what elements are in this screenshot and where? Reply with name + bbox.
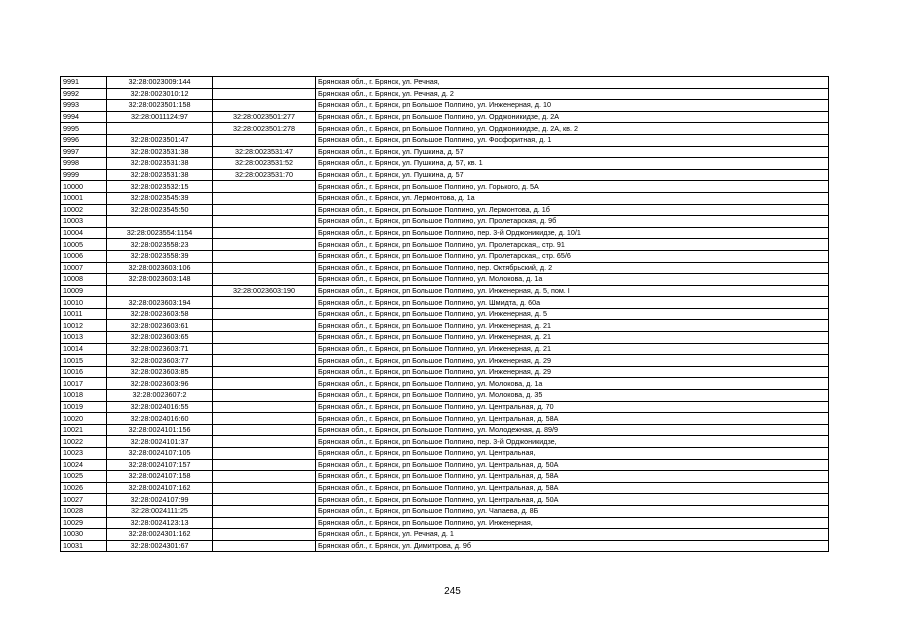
- cell-cadastral-number: 32:28:0023531:38: [107, 169, 213, 181]
- cell-cadastral-number: 32:28:0024016:55: [107, 401, 213, 413]
- cell-cadastral-number: 32:28:0023554:1154: [107, 227, 213, 239]
- cell-object-cadastral-number: [213, 192, 316, 204]
- table-row: [61, 146, 829, 158]
- cell-record-number: 10023: [61, 448, 107, 460]
- cell-record-number: 10027: [61, 494, 107, 506]
- cell-record-number: 9999: [61, 169, 107, 181]
- table-row: [61, 77, 829, 89]
- cell-address: Брянская обл., г. Брянск, рп Большое Полпино, ул. Пролетарская, д. 9б: [316, 216, 829, 228]
- cell-address: Брянская обл., г. Брянск, рп Большое Полпино, ул. Центральная, д. 58А: [316, 471, 829, 483]
- table-row: [61, 192, 829, 204]
- cell-record-number: 9994: [61, 111, 107, 123]
- table-row: [61, 274, 829, 286]
- cell-object-cadastral-number: [213, 540, 316, 552]
- cell-record-number: 10019: [61, 401, 107, 413]
- cell-record-number: 10006: [61, 250, 107, 262]
- table-row: [61, 436, 829, 448]
- cell-address: Брянская обл., г. Брянск, ул. Пушкина, д. 57: [316, 146, 829, 158]
- cell-address: Брянская обл., г. Брянск, ул. Лермонтова, д. 1а: [316, 192, 829, 204]
- cell-cadastral-number: 32:28:0024301:162: [107, 529, 213, 541]
- cell-object-cadastral-number: [213, 448, 316, 460]
- cell-cadastral-number: 32:28:0024107:105: [107, 448, 213, 460]
- cell-object-cadastral-number: [213, 88, 316, 100]
- cell-record-number: 10030: [61, 529, 107, 541]
- cell-object-cadastral-number: [213, 100, 316, 112]
- table-row: [61, 297, 829, 309]
- cell-record-number: 9991: [61, 77, 107, 89]
- cell-object-cadastral-number: [213, 413, 316, 425]
- cell-record-number: 10009: [61, 285, 107, 297]
- cell-address: Брянская обл., г. Брянск, рп Большое Полпино, ул. Инженерная,: [316, 517, 829, 529]
- cell-cadastral-number: 32:28:0023009:144: [107, 77, 213, 89]
- cell-object-cadastral-number: [213, 529, 316, 541]
- cell-record-number: 9995: [61, 123, 107, 135]
- cell-record-number: 10016: [61, 366, 107, 378]
- cell-cadastral-number: 32:28:0024016:60: [107, 413, 213, 425]
- cell-address: Брянская обл., г. Брянск, ул. Пушкина, д. 57: [316, 169, 829, 181]
- cell-object-cadastral-number: [213, 134, 316, 146]
- cell-record-number: 10031: [61, 540, 107, 552]
- cell-object-cadastral-number: [213, 274, 316, 286]
- cell-cadastral-number: 32:28:0023531:38: [107, 146, 213, 158]
- table-row: [61, 100, 829, 112]
- table-row: [61, 169, 829, 181]
- cell-address: Брянская обл., г. Брянск, рп Большое Полпино, ул. Фосфоритная, д. 1: [316, 134, 829, 146]
- cell-record-number: 10018: [61, 390, 107, 402]
- cell-address: Брянская обл., г. Брянск, ул. Пушкина, д. 57, кв. 1: [316, 158, 829, 170]
- cell-cadastral-number: 32:28:0023558:39: [107, 250, 213, 262]
- cell-cadastral-number: 32:28:0024107:162: [107, 482, 213, 494]
- cell-object-cadastral-number: [213, 239, 316, 251]
- cell-record-number: 10015: [61, 355, 107, 367]
- cell-cadastral-number: 32:28:0023501:47: [107, 134, 213, 146]
- cell-object-cadastral-number: [213, 494, 316, 506]
- table-row: [61, 123, 829, 135]
- cell-record-number: 10012: [61, 320, 107, 332]
- cell-object-cadastral-number: [213, 471, 316, 483]
- cell-object-cadastral-number: [213, 320, 316, 332]
- cell-address: Брянская обл., г. Брянск, рп Большое Полпино, ул. Центральная, д. 50А: [316, 494, 829, 506]
- cell-cadastral-number: 32:28:0023603:61: [107, 320, 213, 332]
- table-row: [61, 308, 829, 320]
- table-row: [61, 181, 829, 193]
- cell-cadastral-number: 32:28:0023558:23: [107, 239, 213, 251]
- cell-object-cadastral-number: 32:28:0023501:277: [213, 111, 316, 123]
- cell-address: Брянская обл., г. Брянск, рп Большое Полпино, ул. Чапаева, д. 8Б: [316, 505, 829, 517]
- cell-cadastral-number: [107, 216, 213, 228]
- cell-cadastral-number: 32:28:0024107:158: [107, 471, 213, 483]
- cell-record-number: 10024: [61, 459, 107, 471]
- table-row: [61, 424, 829, 436]
- cell-object-cadastral-number: [213, 517, 316, 529]
- cell-object-cadastral-number: [213, 355, 316, 367]
- cell-cadastral-number: 32:28:0023531:38: [107, 158, 213, 170]
- cell-record-number: 10010: [61, 297, 107, 309]
- cell-record-number: 9993: [61, 100, 107, 112]
- cell-cadastral-number: 32:28:0023603:77: [107, 355, 213, 367]
- cell-address: Брянская обл., г. Брянск, рп Большое Полпино, ул. Центральная, д. 70: [316, 401, 829, 413]
- cell-address: Брянская обл., г. Брянск, рп Большое Полпино, ул. Центральная, д. 58А: [316, 413, 829, 425]
- cell-address: Брянская обл., г. Брянск, рп Большое Полпино, ул. Инженерная, д. 21: [316, 343, 829, 355]
- cell-address: Брянская обл., г. Брянск, рп Большое Полпино, ул. Инженерная, д. 5: [316, 308, 829, 320]
- cell-address: Брянская обл., г. Брянск, рп Большое Полпино, ул. Инженерная, д. 21: [316, 320, 829, 332]
- cell-address: Брянская обл., г. Брянск, рп Большое Полпино, ул. Инженерная, д. 29: [316, 355, 829, 367]
- cell-cadastral-number: 32:28:0023603:65: [107, 332, 213, 344]
- cell-record-number: 10029: [61, 517, 107, 529]
- table-row: [61, 204, 829, 216]
- cell-cadastral-number: 32:28:0023603:71: [107, 343, 213, 355]
- table-row: [61, 529, 829, 541]
- cell-record-number: 10005: [61, 239, 107, 251]
- table-row: [61, 88, 829, 100]
- cell-address: Брянская обл., г. Брянск, рп Большое Полпино, ул. Инженерная, д. 10: [316, 100, 829, 112]
- cell-address: Брянская обл., г. Брянск, рп Большое Полпино, ул. Молокова, д. 1а: [316, 274, 829, 286]
- cell-address: Брянская обл., г. Брянск, рп Большое Полпино, пер. 3-й Орджоникидзе, д. 10/1: [316, 227, 829, 239]
- cell-record-number: 9996: [61, 134, 107, 146]
- cell-cadastral-number: 32:28:0023545:50: [107, 204, 213, 216]
- cell-cadastral-number: 32:28:0024107:99: [107, 494, 213, 506]
- table-row: [61, 540, 829, 552]
- cell-cadastral-number: 32:28:0024107:157: [107, 459, 213, 471]
- cell-address: Брянская обл., г. Брянск, рп Большое Полпино, ул. Пролетарская,, стр. 91: [316, 239, 829, 251]
- cell-address: Брянская обл., г. Брянск, рп Большое Полпино, ул. Молодежная, д. 89/9: [316, 424, 829, 436]
- cell-object-cadastral-number: [213, 482, 316, 494]
- cell-object-cadastral-number: [213, 204, 316, 216]
- cell-cadastral-number: 32:28:0024101:156: [107, 424, 213, 436]
- cell-object-cadastral-number: [213, 332, 316, 344]
- cell-address: Брянская обл., г. Брянск, рп Большое Полпино, ул. Шмидта, д. 60а: [316, 297, 829, 309]
- cell-record-number: 10025: [61, 471, 107, 483]
- cell-record-number: 9998: [61, 158, 107, 170]
- cell-object-cadastral-number: 32:28:0023531:70: [213, 169, 316, 181]
- cell-object-cadastral-number: [213, 297, 316, 309]
- table-row: [61, 482, 829, 494]
- cell-record-number: 10021: [61, 424, 107, 436]
- cell-address: Брянская обл., г. Брянск, рп Большое Полпино, ул. Лермонтова, д. 1б: [316, 204, 829, 216]
- cell-cadastral-number: [107, 123, 213, 135]
- cell-address: Брянская обл., г. Брянск, рп Большое Полпино, ул. Горького, д. 5А: [316, 181, 829, 193]
- table-row: [61, 250, 829, 262]
- table-row: [61, 239, 829, 251]
- cell-object-cadastral-number: [213, 366, 316, 378]
- table-row: [61, 285, 829, 297]
- cell-address: Брянская обл., г. Брянск, рп Большое Полпино, ул. Орджоникидзе, д. 2А: [316, 111, 829, 123]
- cell-cadastral-number: 32:28:0023603:85: [107, 366, 213, 378]
- registry-table: [60, 76, 829, 552]
- cell-address: Брянская обл., г. Брянск, рп Большое Полпино, ул. Центральная, д. 50А: [316, 459, 829, 471]
- cell-cadastral-number: 32:28:0023603:96: [107, 378, 213, 390]
- cell-record-number: 10008: [61, 274, 107, 286]
- cell-address: Брянская обл., г. Брянск, рп Большое Полпино, пер. 3-й Орджоникидзе,: [316, 436, 829, 448]
- cell-record-number: 10013: [61, 332, 107, 344]
- cell-cadastral-number: 32:28:0024111:25: [107, 505, 213, 517]
- cell-address: Брянская обл., г. Брянск, ул. Речная, д. 2: [316, 88, 829, 100]
- cell-address: Брянская обл., г. Брянск, рп Большое Полпино, ул. Молокова, д. 35: [316, 390, 829, 402]
- cell-object-cadastral-number: 32:28:0023501:278: [213, 123, 316, 135]
- table-row: [61, 320, 829, 332]
- cell-address: Брянская обл., г. Брянск, рп Большое Полпино, ул. Пролетарская,, стр. 65/6: [316, 250, 829, 262]
- cell-object-cadastral-number: 32:28:0023531:47: [213, 146, 316, 158]
- cell-record-number: 10026: [61, 482, 107, 494]
- cell-address: Брянская обл., г. Брянск, рп Большое Полпино, ул. Орджоникидзе, д. 2А, кв. 2: [316, 123, 829, 135]
- cell-object-cadastral-number: [213, 436, 316, 448]
- table-row: [61, 471, 829, 483]
- cell-address: Брянская обл., г. Брянск, ул. Речная, д. 1: [316, 529, 829, 541]
- cell-record-number: 10020: [61, 413, 107, 425]
- cell-record-number: 10028: [61, 505, 107, 517]
- table-row: [61, 494, 829, 506]
- cell-address: Брянская обл., г. Брянск, ул. Димитрова, д. 9б: [316, 540, 829, 552]
- cell-object-cadastral-number: [213, 343, 316, 355]
- table-row: [61, 134, 829, 146]
- cell-address: Брянская обл., г. Брянск, рп Большое Полпино, ул. Инженерная, д. 29: [316, 366, 829, 378]
- cell-cadastral-number: 32:28:0011124:97: [107, 111, 213, 123]
- cell-cadastral-number: 32:28:0023603:106: [107, 262, 213, 274]
- cell-cadastral-number: 32:28:0023545:39: [107, 192, 213, 204]
- cell-record-number: 10000: [61, 181, 107, 193]
- cell-object-cadastral-number: [213, 401, 316, 413]
- cell-cadastral-number: 32:28:0024301:67: [107, 540, 213, 552]
- cell-record-number: 10001: [61, 192, 107, 204]
- cell-object-cadastral-number: [213, 424, 316, 436]
- cell-object-cadastral-number: [213, 505, 316, 517]
- cell-object-cadastral-number: 32:28:0023603:190: [213, 285, 316, 297]
- cell-cadastral-number: 32:28:0024101:37: [107, 436, 213, 448]
- table-row: [61, 459, 829, 471]
- cell-object-cadastral-number: [213, 459, 316, 471]
- cell-record-number: 10022: [61, 436, 107, 448]
- cell-cadastral-number: 32:28:0023501:158: [107, 100, 213, 112]
- table-row: [61, 158, 829, 170]
- cell-cadastral-number: 32:28:0023603:58: [107, 308, 213, 320]
- cell-record-number: 9992: [61, 88, 107, 100]
- cell-cadastral-number: 32:28:0023603:194: [107, 297, 213, 309]
- table-row: [61, 413, 829, 425]
- cell-record-number: 10011: [61, 308, 107, 320]
- table-row: [61, 262, 829, 274]
- table-row: [61, 448, 829, 460]
- table-row: [61, 343, 829, 355]
- cell-address: Брянская обл., г. Брянск, рп Большое Полпино, ул. Центральная, д. 58А: [316, 482, 829, 494]
- table-row: [61, 111, 829, 123]
- cell-object-cadastral-number: [213, 308, 316, 320]
- cell-object-cadastral-number: [213, 227, 316, 239]
- cell-record-number: 9997: [61, 146, 107, 158]
- table-row: [61, 378, 829, 390]
- cell-object-cadastral-number: [213, 390, 316, 402]
- table-row: [61, 227, 829, 239]
- cell-record-number: 10004: [61, 227, 107, 239]
- cell-object-cadastral-number: [213, 216, 316, 228]
- table-row: [61, 517, 829, 529]
- cell-object-cadastral-number: [213, 181, 316, 193]
- table-row: [61, 505, 829, 517]
- cell-address: Брянская обл., г. Брянск, ул. Речная,: [316, 77, 829, 89]
- table-row: [61, 401, 829, 413]
- cell-cadastral-number: [107, 285, 213, 297]
- cell-object-cadastral-number: 32:28:0023531:52: [213, 158, 316, 170]
- cell-record-number: 10017: [61, 378, 107, 390]
- table-row: [61, 216, 829, 228]
- cell-object-cadastral-number: [213, 77, 316, 89]
- table-row: [61, 332, 829, 344]
- cell-address: Брянская обл., г. Брянск, рп Большое Полпино, ул. Молокова, д. 1а: [316, 378, 829, 390]
- cell-object-cadastral-number: [213, 250, 316, 262]
- cell-address: Брянская обл., г. Брянск, рп Большое Полпино, ул. Инженерная, д. 5, пом. I: [316, 285, 829, 297]
- cell-object-cadastral-number: [213, 378, 316, 390]
- cell-cadastral-number: 32:28:0023010:12: [107, 88, 213, 100]
- table-row: [61, 390, 829, 402]
- cell-cadastral-number: 32:28:0023607:2: [107, 390, 213, 402]
- registry-table-body: [61, 77, 829, 552]
- table-row: [61, 355, 829, 367]
- cell-record-number: 10003: [61, 216, 107, 228]
- cell-cadastral-number: 32:28:0024123:13: [107, 517, 213, 529]
- cell-address: Брянская обл., г. Брянск, рп Большое Полпино, ул. Центральная,: [316, 448, 829, 460]
- cell-object-cadastral-number: [213, 262, 316, 274]
- table-row: [61, 366, 829, 378]
- page-number: 245: [444, 586, 461, 597]
- cell-cadastral-number: 32:28:0023603:148: [107, 274, 213, 286]
- cell-record-number: 10007: [61, 262, 107, 274]
- cell-record-number: 10014: [61, 343, 107, 355]
- cell-record-number: 10002: [61, 204, 107, 216]
- cell-address: Брянская обл., г. Брянск, рп Большое Полпино, ул. Инженерная, д. 21: [316, 332, 829, 344]
- cell-address: Брянская обл., г. Брянск, рп Большое Полпино, пер. Октябрьский, д. 2: [316, 262, 829, 274]
- cell-cadastral-number: 32:28:0023532:15: [107, 181, 213, 193]
